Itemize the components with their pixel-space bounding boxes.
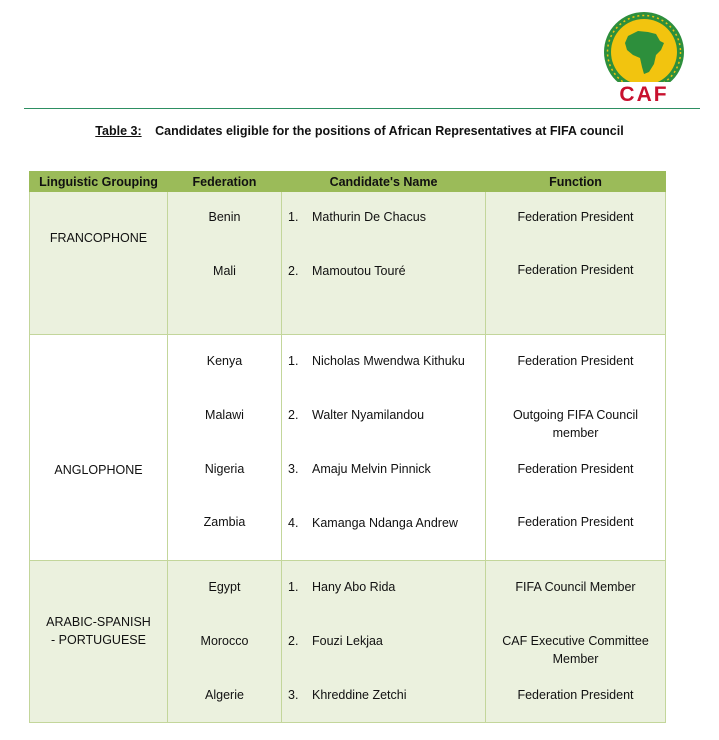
function-label: Federation President: [517, 210, 634, 224]
candidate-number: 2.: [288, 264, 299, 278]
logo-text: CAF: [619, 83, 669, 106]
federation-label: Kenya: [206, 354, 243, 368]
candidate-entry: [288, 208, 485, 226]
candidate-entry: [288, 632, 485, 650]
candidate-cell: [282, 561, 486, 723]
federation-label: Algerie: [205, 688, 244, 702]
federation-label: Zambia: [203, 515, 246, 529]
header-divider: [24, 108, 700, 109]
candidate-number: 3.: [288, 462, 299, 476]
caf-logo: [598, 10, 690, 106]
grouping-cell: [30, 335, 168, 561]
federation-label: Benin: [208, 210, 241, 224]
candidate-name: Mathurin De Chacus: [312, 210, 426, 224]
federation-cell: [168, 561, 282, 723]
function-label: Federation President: [517, 263, 634, 277]
candidate-name: Walter Nyamilandou: [312, 408, 425, 422]
table-row-arabic-spanish-portuguese: [30, 561, 666, 723]
grouping-label: FRANCOPHONE: [49, 231, 148, 245]
table-row-anglophone: [30, 335, 666, 561]
candidate-entry: [288, 406, 485, 424]
candidate-entry: [288, 514, 485, 532]
function-label: Federation President: [517, 515, 634, 529]
candidate-number: 2.: [288, 408, 299, 422]
header-federation: Federation: [168, 172, 282, 192]
candidate-name: Khreddine Zetchi: [312, 688, 407, 702]
candidate-name: Fouzi Lekjaa: [312, 634, 383, 648]
function-cell: [486, 335, 666, 561]
candidate-number: 3.: [288, 688, 299, 702]
federation-label: Morocco: [200, 634, 249, 648]
header-function: Function: [486, 172, 666, 192]
grouping-cell: [30, 192, 168, 335]
federation-cell: [168, 192, 282, 335]
federation-label: Malawi: [205, 408, 244, 422]
function-label: CAF Executive Committee Member: [502, 634, 649, 666]
function-cell: [486, 561, 666, 723]
candidate-entry: [288, 686, 485, 704]
federation-label: Nigeria: [204, 462, 245, 476]
candidate-number: 4.: [288, 516, 299, 530]
grouping-cell: [30, 561, 168, 723]
candidate-name: Kamanga Ndanga Andrew: [312, 516, 458, 530]
candidate-name: Nicholas Mwendwa Kithuku: [312, 354, 465, 368]
caption-text: Candidates eligible for the positions of African Representatives at FIFA council: [155, 124, 624, 138]
header-grouping: Linguistic Grouping: [30, 172, 168, 192]
function-cell: [486, 192, 666, 335]
header-name: Candidate's Name: [282, 172, 486, 192]
candidate-entry: [288, 460, 485, 478]
candidate-entry: [288, 262, 485, 280]
table-caption: [0, 124, 719, 138]
function-label: Federation President: [517, 462, 634, 476]
function-label: Federation President: [517, 354, 634, 368]
candidate-name: Amaju Melvin Pinnick: [312, 462, 431, 476]
function-label: Outgoing FIFA Council member: [512, 408, 639, 440]
candidate-number: 1.: [288, 210, 299, 224]
caption-label: Table 3:: [95, 124, 142, 138]
federation-cell: [168, 335, 282, 561]
candidate-name: Hany Abo Rida: [312, 580, 396, 594]
grouping-label: ARABIC-SPANISH - PORTUGUESE: [46, 615, 151, 647]
grouping-label: ANGLOPHONE: [54, 463, 143, 477]
table-row-francophone: [30, 192, 666, 335]
candidate-cell: [282, 335, 486, 561]
candidate-number: 2.: [288, 634, 299, 648]
federation-label: Mali: [213, 264, 236, 278]
candidate-cell: [282, 192, 486, 335]
function-label: Federation President: [517, 688, 634, 702]
candidate-number: 1.: [288, 580, 299, 594]
candidate-entry: [288, 578, 485, 596]
candidate-entry: [288, 352, 485, 370]
function-label: FIFA Council Member: [515, 580, 636, 594]
candidate-name: Mamoutou Touré: [312, 264, 406, 278]
candidates-table: [29, 171, 666, 723]
candidate-number: 1.: [288, 354, 299, 368]
federation-label: Egypt: [208, 580, 241, 594]
table-header-row: [30, 172, 666, 192]
